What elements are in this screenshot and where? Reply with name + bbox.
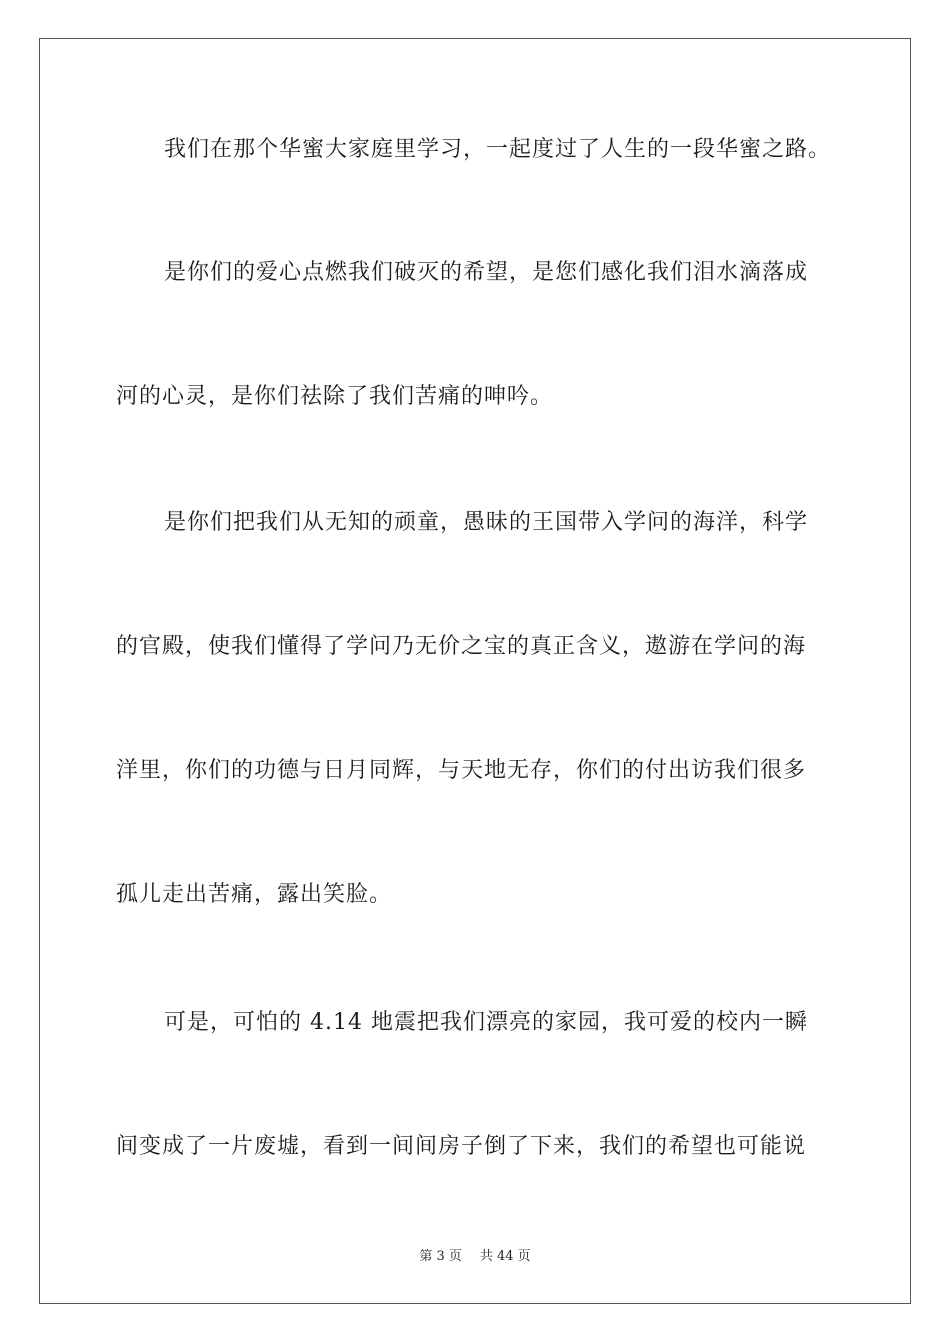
body-text-line: 的官殿，使我们懂得了学问乃无价之宝的真正含义，遨游在学问的海: [116, 634, 807, 659]
body-text-line: 孤儿走出苦痛，露出笑脸。: [116, 882, 393, 907]
page-number: 第 3 页: [419, 1249, 462, 1264]
body-text-line: 是你们把我们从无知的顽童，愚昧的王国带入学问的海洋，科学: [164, 510, 809, 535]
body-text-line: 间变成了一片废墟，看到一间间房子倒了下来，我们的希望也可能说: [116, 1134, 807, 1159]
body-text-line: 是你们的爱心点燃我们破灭的希望，是您们感化我们泪水滴落成: [164, 260, 809, 285]
page-footer: [0, 1248, 950, 1266]
body-text-line: 我们在那个华蜜大家庭里学习，一起度过了人生的一段华蜜之路。: [164, 137, 832, 162]
total-pages: 共 44 页: [479, 1249, 531, 1264]
body-text-line: 可是，可怕的 4.14 地震把我们漂亮的家园，我可爱的校内一瞬: [164, 1010, 808, 1035]
body-text-line: 洋里，你们的功德与日月同辉，与天地无存，你们的付出访我们很多: [116, 758, 807, 783]
body-text-line: 河的心灵，是你们祛除了我们苦痛的呻吟。: [116, 384, 554, 409]
page-border: [39, 38, 911, 1304]
